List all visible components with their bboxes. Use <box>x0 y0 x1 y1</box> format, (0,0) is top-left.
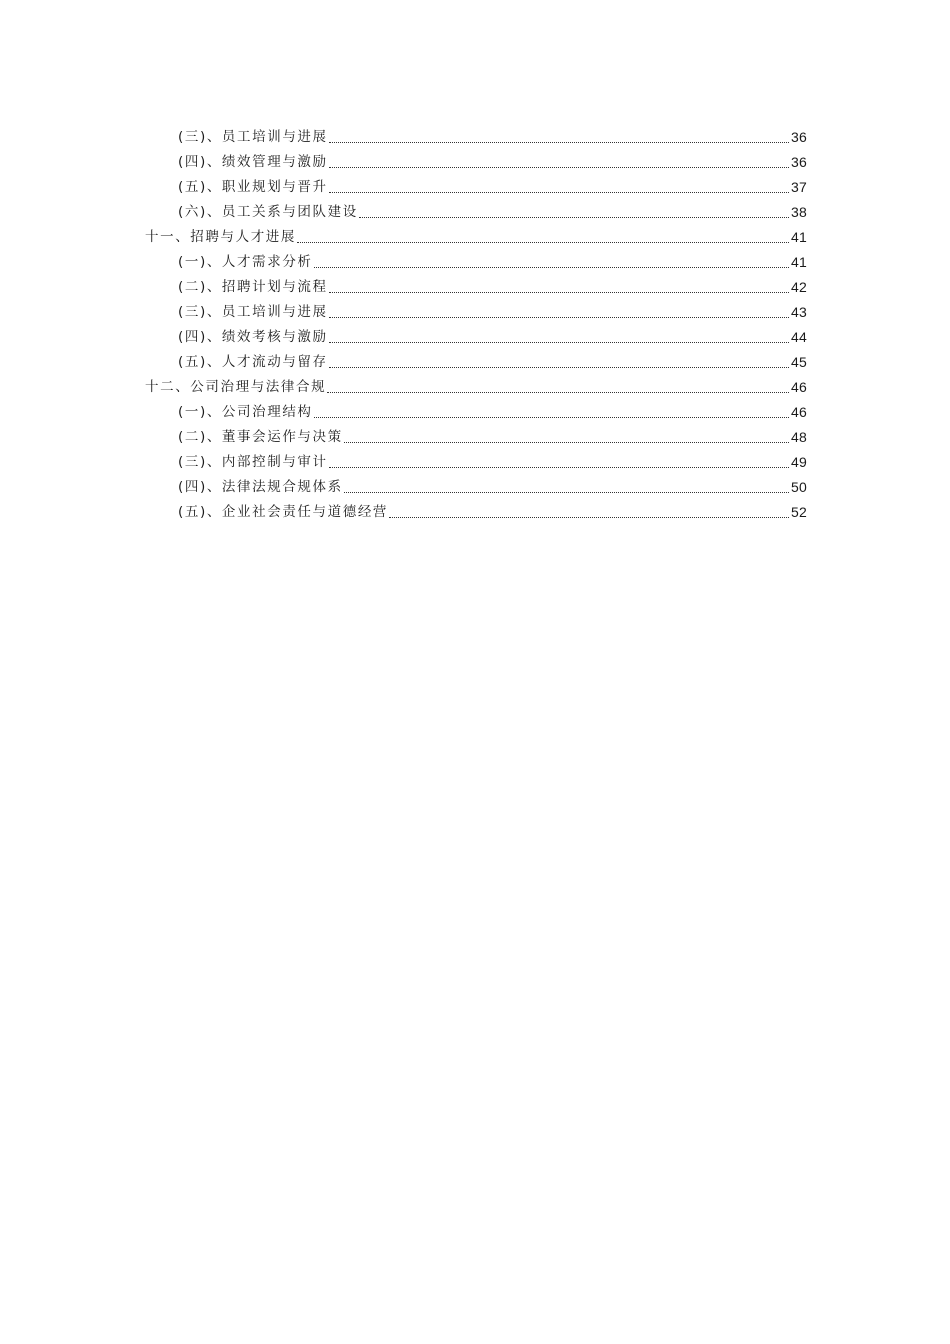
toc-section-entry[interactable] <box>145 250 807 275</box>
toc-entry-title: (四)、绩效管理与激励 <box>178 154 328 170</box>
toc-section-entry[interactable] <box>145 475 807 500</box>
dot-leader <box>329 192 789 193</box>
dot-leader <box>389 517 789 518</box>
toc-page-number: 37 <box>791 179 807 195</box>
toc-page-number: 44 <box>791 329 807 345</box>
toc-page-number: 52 <box>791 504 807 520</box>
dot-leader <box>297 242 789 243</box>
toc-entry-title: (三)、员工培训与进展 <box>178 304 328 320</box>
toc-page-number: 49 <box>791 454 807 470</box>
dot-leader <box>344 442 789 443</box>
toc-entry-title: (五)、职业规划与晋升 <box>178 179 328 195</box>
toc-page-number: 38 <box>791 204 807 220</box>
toc-page-number: 41 <box>791 254 807 270</box>
toc-page-number: 46 <box>791 404 807 420</box>
dot-leader <box>359 217 789 218</box>
dot-leader <box>329 367 789 368</box>
toc-entry-title: (一)、人才需求分析 <box>178 254 313 270</box>
toc-entry-title: (三)、内部控制与审计 <box>178 454 328 470</box>
toc-entry-title: (六)、员工关系与团队建设 <box>178 204 358 220</box>
toc-section-entry[interactable] <box>145 275 807 300</box>
toc-page-number: 46 <box>791 379 807 395</box>
toc-section-entry[interactable] <box>145 125 807 150</box>
toc-chapter-entry[interactable] <box>145 375 807 400</box>
toc-entry-title: (二)、董事会运作与决策 <box>178 429 343 445</box>
toc-entry-title: 十二、公司治理与法律合规 <box>145 379 327 395</box>
dot-leader <box>344 492 789 493</box>
toc-entry-title: (二)、招聘计划与流程 <box>178 279 328 295</box>
dot-leader <box>314 267 789 268</box>
toc-page-number: 50 <box>791 479 807 495</box>
toc-section-entry[interactable] <box>145 400 807 425</box>
toc-entry-title: (五)、企业社会责任与道德经营 <box>178 504 389 520</box>
toc-entry-title: (三)、员工培训与进展 <box>178 129 328 145</box>
toc-section-entry[interactable] <box>145 175 807 200</box>
toc-entry-title: (四)、法律法规合规体系 <box>178 479 343 495</box>
toc-section-entry[interactable] <box>145 425 807 450</box>
toc-entry-title: (一)、公司治理结构 <box>178 404 313 420</box>
table-of-contents <box>145 125 807 525</box>
toc-page-number: 36 <box>791 129 807 145</box>
toc-page-number: 43 <box>791 304 807 320</box>
toc-entry-title: (五)、人才流动与留存 <box>178 354 328 370</box>
dot-leader <box>329 342 789 343</box>
dot-leader <box>329 317 789 318</box>
toc-section-entry[interactable] <box>145 325 807 350</box>
dot-leader <box>329 292 789 293</box>
toc-page-number: 48 <box>791 429 807 445</box>
toc-page-number: 41 <box>791 229 807 245</box>
toc-chapter-entry[interactable] <box>145 225 807 250</box>
dot-leader <box>327 392 789 393</box>
toc-section-entry[interactable] <box>145 500 807 525</box>
dot-leader <box>329 167 789 168</box>
toc-entry-title: (四)、绩效考核与激励 <box>178 329 328 345</box>
dot-leader <box>314 417 789 418</box>
toc-page-number: 36 <box>791 154 807 170</box>
dot-leader <box>329 142 789 143</box>
toc-page-number: 45 <box>791 354 807 370</box>
toc-entry-title: 十一、招聘与人才进展 <box>145 229 296 245</box>
toc-section-entry[interactable] <box>145 300 807 325</box>
toc-section-entry[interactable] <box>145 450 807 475</box>
toc-section-entry[interactable] <box>145 200 807 225</box>
toc-page-number: 42 <box>791 279 807 295</box>
dot-leader <box>329 467 789 468</box>
toc-section-entry[interactable] <box>145 150 807 175</box>
toc-section-entry[interactable] <box>145 350 807 375</box>
